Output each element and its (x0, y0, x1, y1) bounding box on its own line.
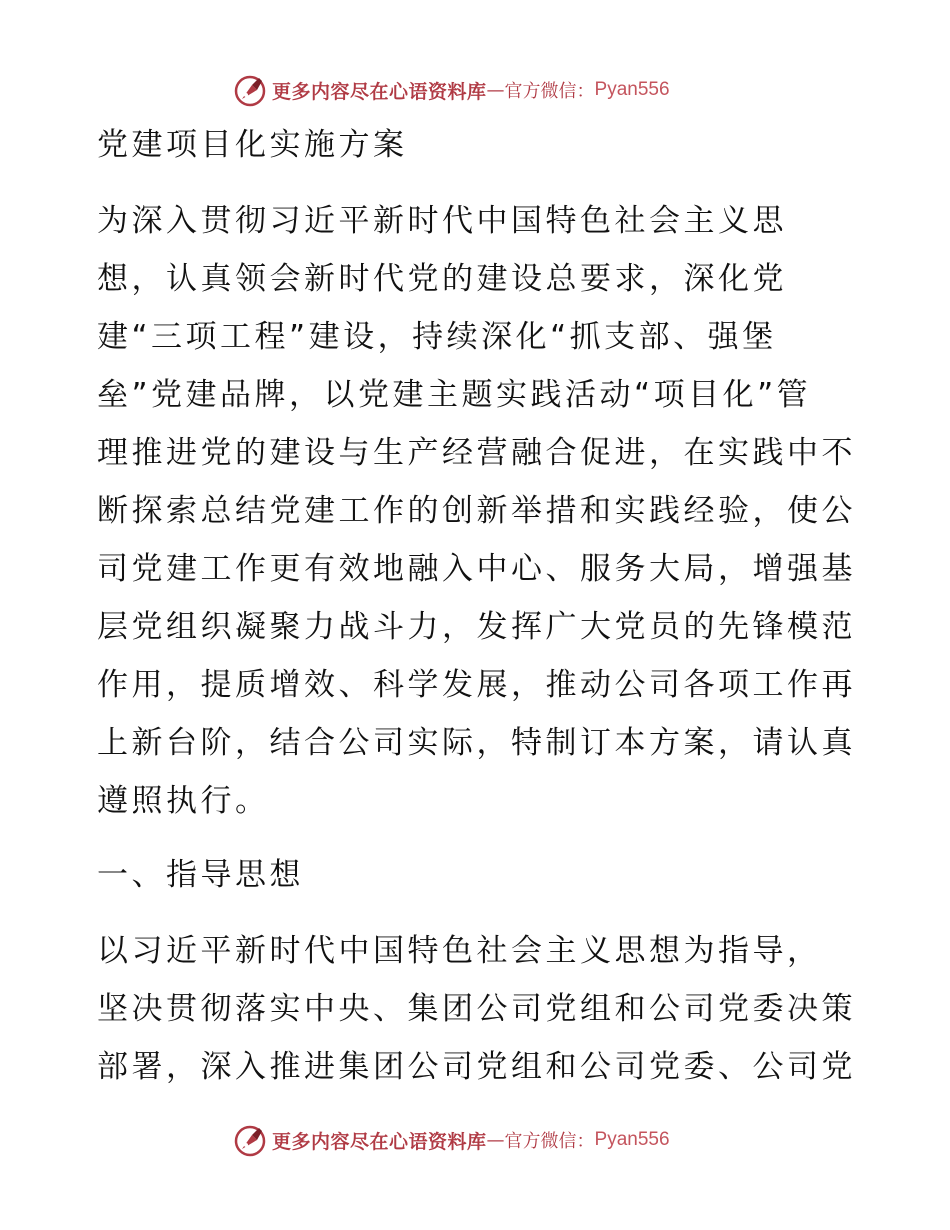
watermark-brand: 更多内容尽在心语资料库 (272, 80, 487, 103)
intro-line: 上新台阶，结合公司实际，特制订本方案，请认真 (97, 725, 856, 761)
intro-line: 断探索总结党建工作的创新举措和实践经验，使公 (97, 493, 856, 529)
intro-line: 为深入贯彻习近平新时代中国特色社会主义思 (97, 203, 787, 239)
intro-line: 层党组织凝聚力战斗力，发挥广大党员的先锋模范 (97, 609, 856, 645)
watermark-brand: 更多内容尽在心语资料库 (272, 1130, 487, 1153)
intro-line: 想，认真领会新时代党的建设总要求，深化党 (97, 261, 787, 297)
pen-nib-logo-icon (232, 1122, 268, 1158)
section-heading: 一、指导思想 (97, 857, 304, 893)
intro-line: 理推进党的建设与生产经营融合促进，在实践中不 (97, 435, 856, 471)
section-line: 坚决贯彻落实中央、集团公司党组和公司党委决策 (97, 991, 856, 1027)
watermark-wechat-id: Pyan556 (594, 79, 670, 100)
intro-line: 遵照执行。 (97, 783, 270, 819)
intro-line: 建“三项工程”建设，持续深化“抓支部、强堡 (97, 319, 777, 355)
intro-line: 垒”党建品牌，以党建主题实践活动“项目化”管 (97, 377, 812, 413)
watermark-separator: — (486, 1129, 505, 1151)
intro-line: 司党建工作更有效地融入中心、服务大局，增强基 (97, 551, 856, 587)
document-title: 党建项目化实施方案 (97, 127, 408, 163)
intro-line: 作用，提质增效、科学发展，推动公司各项工作再 (97, 667, 856, 703)
pen-nib-logo-icon (232, 72, 268, 108)
section-line: 部署，深入推进集团公司党组和公司党委、公司党 (97, 1049, 856, 1085)
watermark-label: 官方微信： (504, 1131, 595, 1152)
watermark-header (232, 72, 670, 108)
watermark-footer (232, 1122, 670, 1158)
watermark-wechat-id: Pyan556 (594, 1129, 670, 1150)
watermark-label: 官方微信： (504, 81, 595, 102)
watermark-separator: — (486, 79, 505, 101)
section-line: 以习近平新时代中国特色社会主义思想为指导， (97, 933, 822, 969)
